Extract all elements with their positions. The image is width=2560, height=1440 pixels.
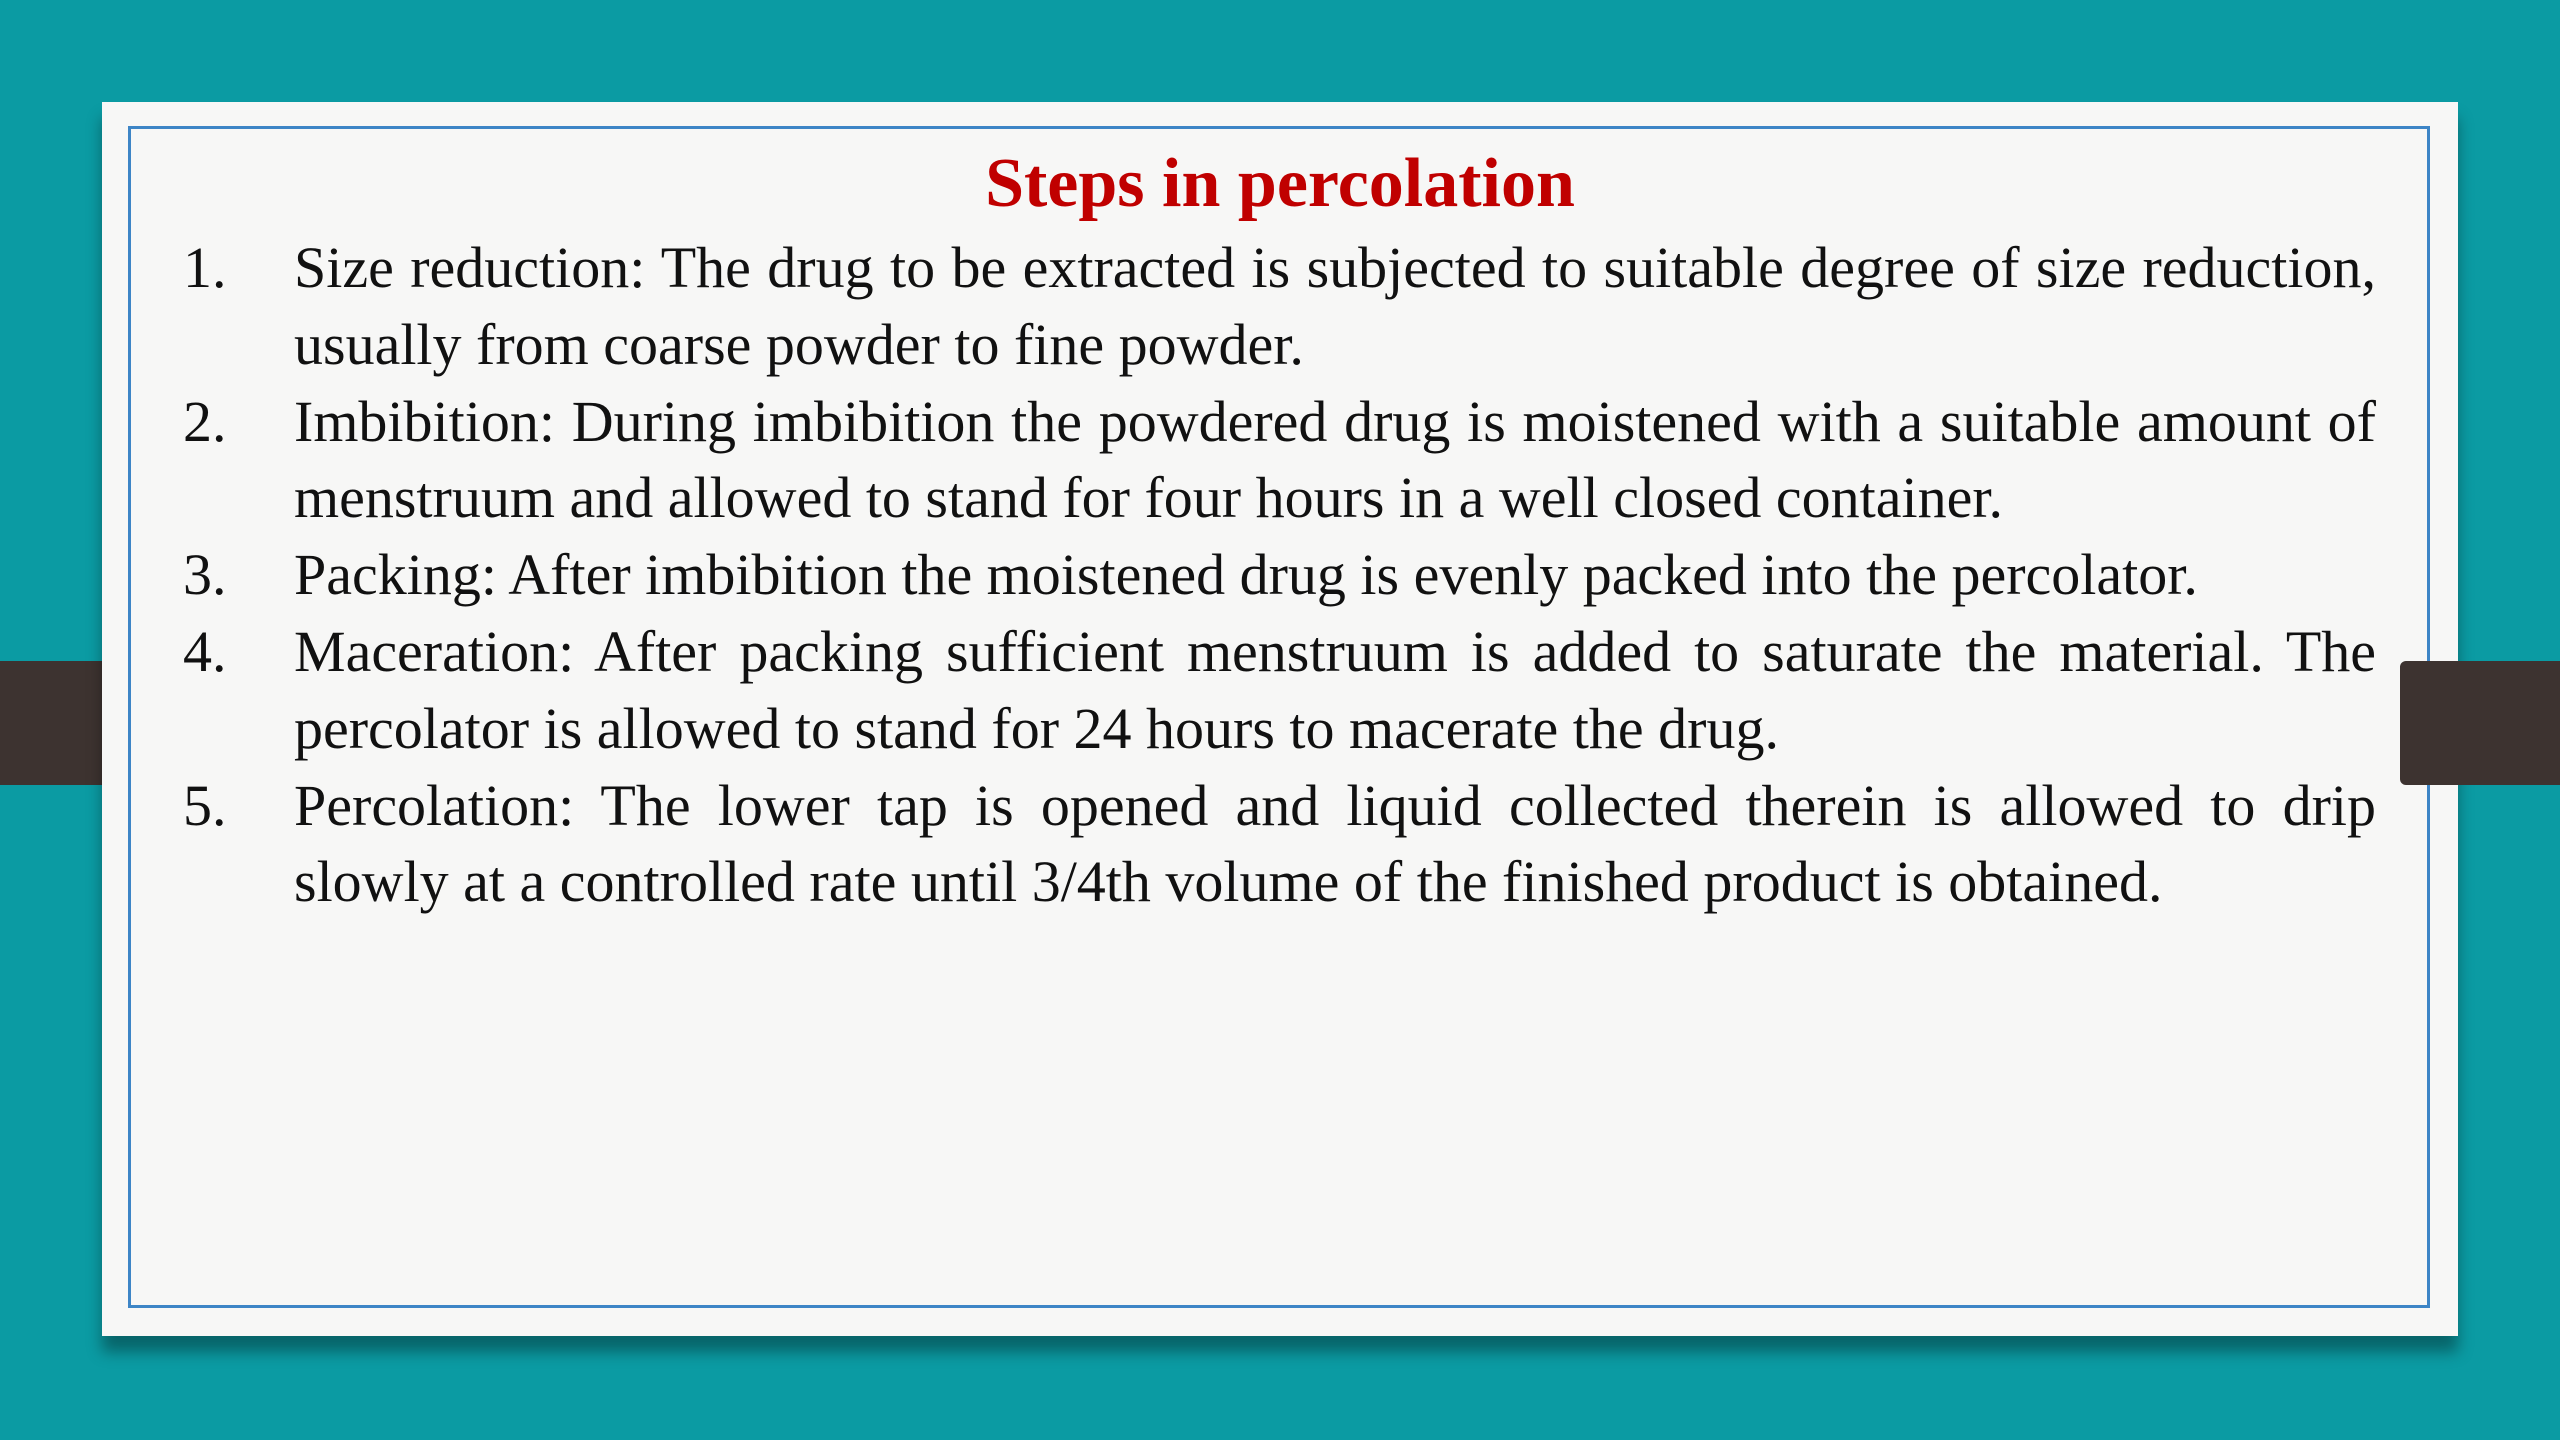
step-text: Maceration: After packing sufficient menstruum is added to saturate the material. The percolator is allowed to stand for 24 hours to macerate the drug. (294, 618, 2376, 761)
step-number: 3. (183, 542, 227, 608)
right-side-tab (2400, 661, 2560, 785)
step-number: 2. (183, 388, 227, 454)
step-item-size-reduction (183, 230, 2376, 384)
step-text: Percolation: The lower tap is opened and liquid collected therein is allowed to drip slowly at a controlled rate until 3/4th volume of the finished product is obtained. (294, 772, 2376, 915)
step-text: Imbibition: During imbibition the powdered drug is moistened with a suitable amount of menstruum and allowed to stand for four hours in a well closed container. (294, 388, 2376, 531)
step-text: Packing: After imbibition the moistened drug is evenly packed into the percolator. (294, 542, 2198, 608)
step-number: 5. (183, 772, 227, 838)
step-number: 1. (183, 235, 227, 300)
step-item-percolation (183, 768, 2376, 922)
steps-list (183, 230, 2376, 921)
step-item-imbibition (183, 384, 2376, 538)
step-item-packing (183, 537, 2376, 614)
slide-title: Steps in percolation (985, 145, 1575, 222)
step-text: Size reduction: The drug to be extracted is subjected to suitable degree of size reduction, usually from coarse powder to fine powder. (294, 235, 2376, 377)
step-item-maceration (183, 614, 2376, 768)
step-number: 4. (183, 618, 227, 684)
